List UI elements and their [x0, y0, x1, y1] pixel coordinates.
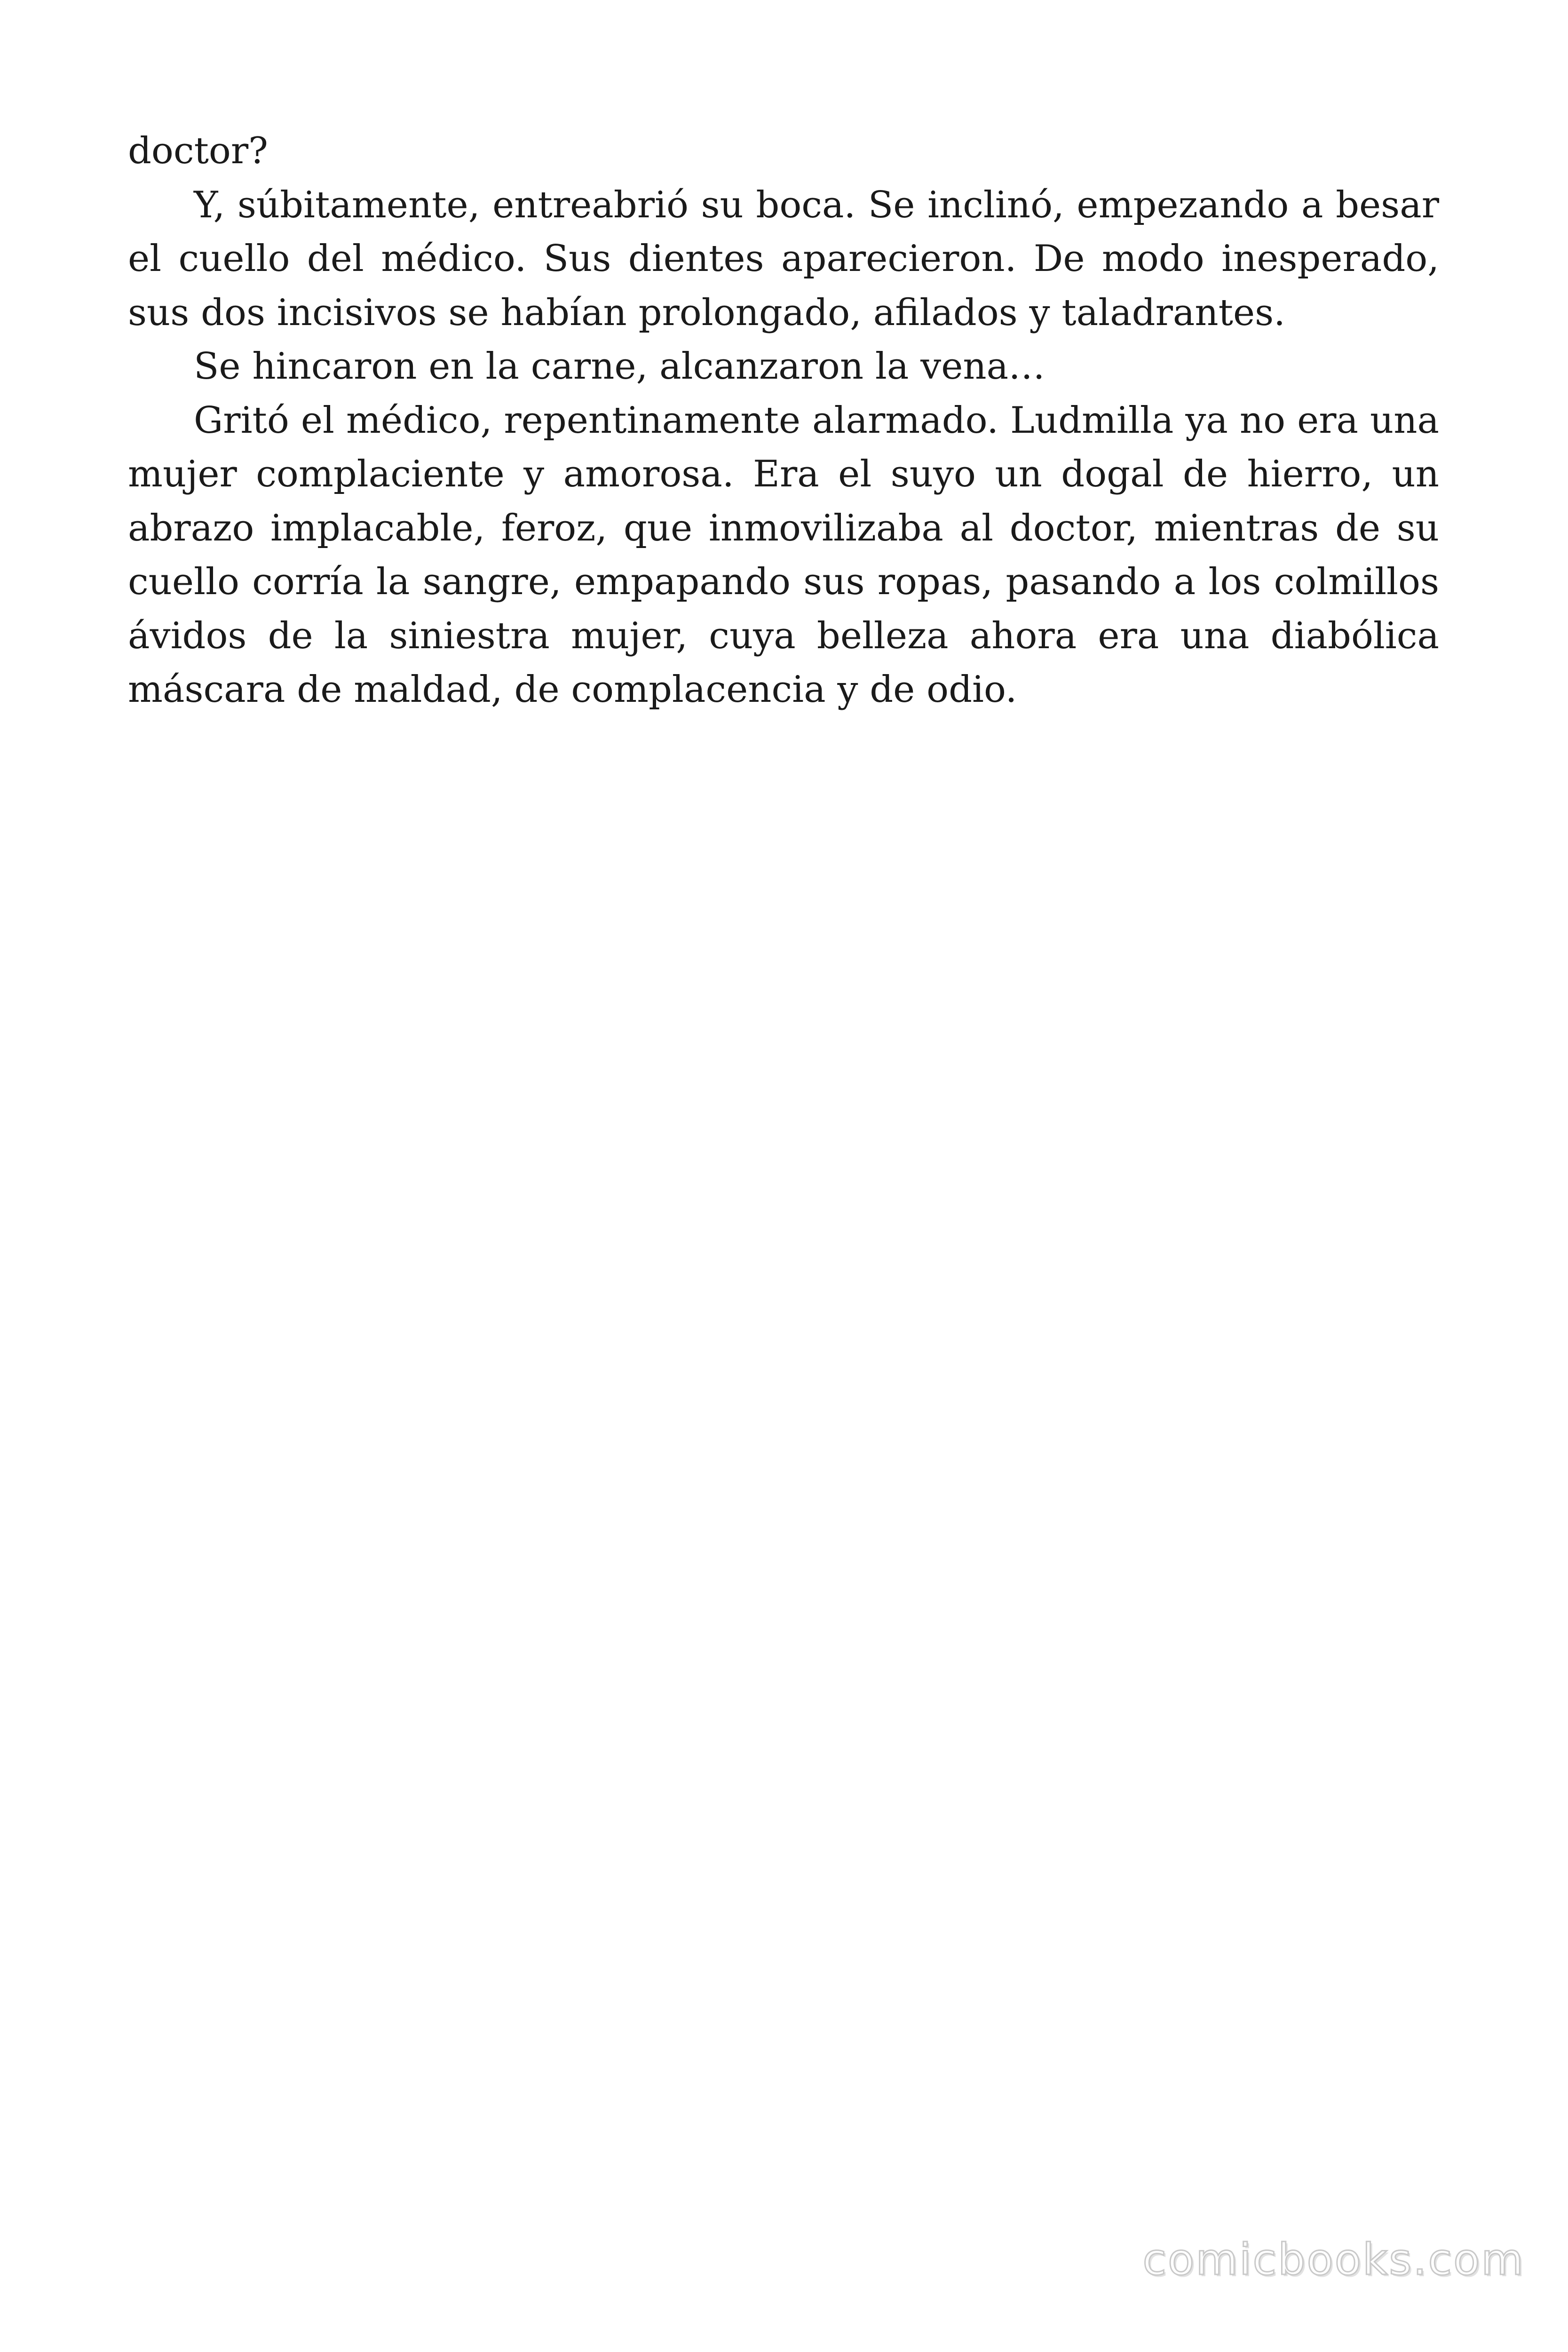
paragraph-3: Se hincaron en la carne, alcanzaron la vena…	[194, 345, 1045, 388]
watermark: comicbooks.com	[1142, 2234, 1525, 2285]
paragraph-1: doctor?	[128, 130, 268, 172]
paragraph-4: Gritó el médico, repentinamente alarmado. Ludmilla ya no era una mujer complaciente y amorosa. Era el suyo un dogal de hierro, un abrazo implacable, feroz, que inmovilizaba al doctor, mientras de su cuello corría la sangre, empapando sus ropas, pasando a los colmillos ávidos de la siniestra mujer, cuya belleza ahora era una diabólica máscara de maldad, de complacencia y de odio.	[128, 399, 1439, 711]
body-text	[128, 124, 1439, 717]
paragraph-2: Y, súbitamente, entreabrió su boca. Se inclinó, empezando a besar el cuello del médico. Sus dientes aparecieron. De modo inesperado, sus dos incisivos se habían prolongado, afilados y taladrantes.	[128, 183, 1439, 334]
